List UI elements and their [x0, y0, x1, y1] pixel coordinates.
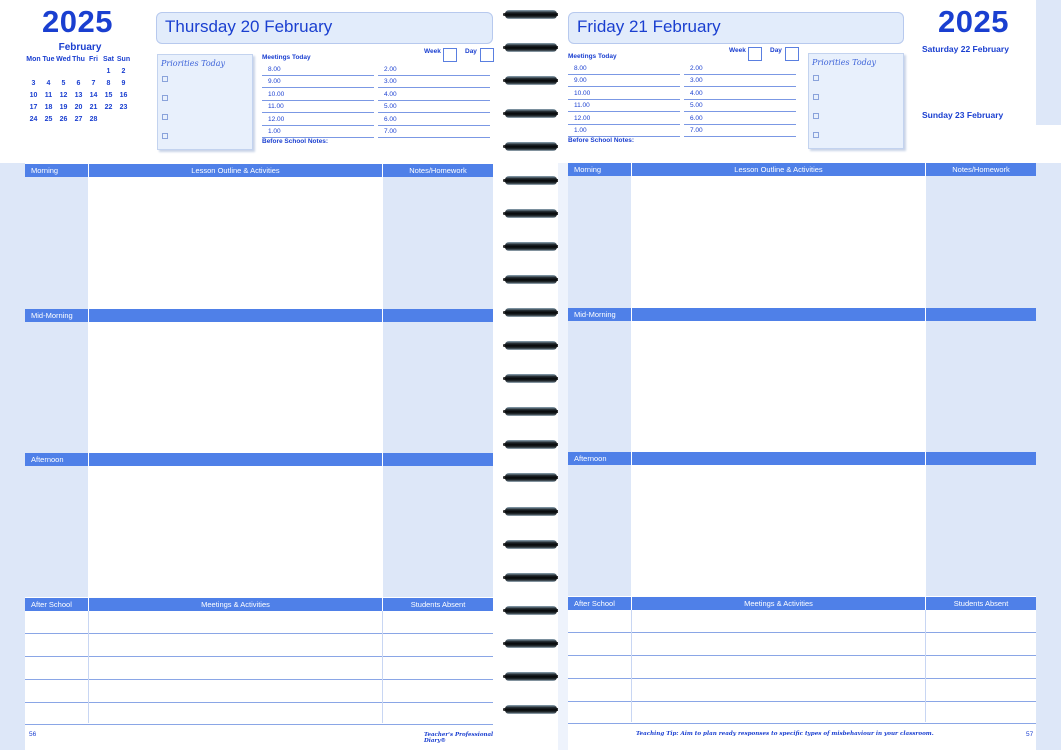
meeting-time-slot[interactable]: 6.00: [378, 114, 490, 126]
period-column: [25, 164, 88, 597]
afternoon-header: Afternoon: [568, 452, 631, 465]
spiral-ring: [503, 671, 559, 683]
calendar-day[interactable]: 7: [91, 80, 96, 87]
priority-checkbox[interactable]: [162, 114, 168, 120]
spiral-ring: [503, 108, 559, 120]
ruled-line: [568, 632, 1036, 633]
spiral-ring: [503, 539, 559, 551]
saturday-label: Saturday 22 February: [922, 44, 1009, 54]
mid-morning-header: Mid-Morning: [25, 309, 88, 322]
calendar-day[interactable]: 16: [119, 92, 128, 99]
column-divider: [88, 611, 89, 723]
week-label: Week: [424, 48, 441, 55]
meeting-time-slot[interactable]: 2.00: [378, 64, 490, 76]
spiral-ring: [503, 638, 559, 650]
calendar-grid: [26, 56, 134, 123]
meeting-time-slot[interactable]: 12.00: [568, 113, 680, 125]
sunday-label: Sunday 23 February: [922, 110, 1004, 120]
meeting-time-slot[interactable]: 8.00: [262, 64, 374, 76]
ruled-line: [25, 679, 493, 680]
spiral-ring: [503, 42, 559, 54]
spiral-ring: [503, 9, 559, 21]
calendar-day: [71, 68, 86, 75]
meeting-time-slot[interactable]: 1.00: [262, 126, 374, 138]
after-school-header: After School: [568, 597, 631, 610]
footer-rule: [25, 724, 493, 725]
calendar-day: [26, 68, 41, 75]
calendar-day[interactable]: 5: [61, 80, 66, 87]
spiral-ring: [503, 274, 559, 286]
calendar-day[interactable]: 3: [31, 80, 36, 87]
spiral-ring: [503, 75, 559, 87]
meeting-time-slot[interactable]: 2.00: [684, 63, 796, 75]
calendar-day: [116, 116, 131, 123]
spiral-ring: [503, 340, 559, 352]
spiral-ring: [503, 605, 559, 617]
spiral-ring: [503, 439, 559, 451]
calendar-day[interactable]: 1: [106, 68, 111, 75]
teaching-tip: Teaching Tip: Aim to plan ready responses to specific types of misbehaviour in your classroom.: [636, 731, 934, 737]
before-school-notes-label: Before School Notes:: [568, 137, 635, 144]
calendar-day[interactable]: 23: [119, 104, 128, 111]
spiral-ring: [503, 572, 559, 584]
calendar-day[interactable]: 12: [59, 92, 68, 99]
year-heading: 2025: [938, 4, 1009, 39]
meetings-title: Meetings Today: [262, 54, 311, 61]
date-title-box: [156, 12, 493, 44]
week-checkbox[interactable]: [748, 47, 762, 61]
date-title: Friday 21 February: [577, 17, 721, 36]
meeting-time-slot[interactable]: 6.00: [684, 113, 796, 125]
calendar-day: [56, 68, 71, 75]
priority-checkbox[interactable]: [162, 95, 168, 101]
week-checkbox[interactable]: [443, 48, 457, 62]
notes-column: [383, 164, 493, 597]
spiral-ring: [503, 241, 559, 253]
meetings-block: [262, 48, 494, 147]
priorities-note: [808, 53, 904, 149]
mid-morning-bar: [89, 309, 382, 322]
mini-calendar: [26, 42, 134, 123]
footer-rule: [568, 723, 1036, 724]
right-margin-strip-top: [1036, 0, 1061, 125]
meeting-time-slot[interactable]: 12.00: [262, 114, 374, 126]
column-divider: [631, 610, 632, 722]
calendar-day[interactable]: 13: [74, 92, 83, 99]
lesson-header: Lesson Outline & Activities: [89, 164, 382, 177]
spiral-ring: [503, 506, 559, 518]
calendar-day: [101, 116, 116, 123]
mid-morning-notes-bar: [926, 308, 1036, 321]
afternoon-notes-bar: [383, 453, 493, 466]
calendar-weekday: Tue: [42, 56, 55, 63]
calendar-day[interactable]: 27: [74, 116, 83, 123]
footer-brand: Teacher's Professional Diary®: [424, 732, 494, 744]
date-title-box: [568, 12, 904, 44]
calendar-day[interactable]: 4: [46, 80, 51, 87]
meeting-time-slot[interactable]: 9.00: [568, 75, 680, 87]
afternoon-bar: [632, 452, 925, 465]
calendar-day[interactable]: 6: [76, 80, 81, 87]
calendar-day[interactable]: 8: [106, 80, 111, 87]
calendar-day: [86, 68, 101, 75]
notes-header: Notes/Homework: [383, 164, 493, 177]
calendar-day[interactable]: 11: [44, 92, 53, 99]
calendar-day[interactable]: 19: [59, 104, 68, 111]
day-checkbox[interactable]: [785, 47, 799, 61]
spiral-ring: [503, 373, 559, 385]
calendar-weekday: Wed: [56, 56, 71, 63]
afternoon-notes-bar: [926, 452, 1036, 465]
students-absent-header: Students Absent: [383, 598, 493, 611]
calendar-month: February: [58, 42, 102, 53]
notes-header: Notes/Homework: [926, 163, 1036, 176]
meetings-activities-header: Meetings & Activities: [89, 598, 382, 611]
meetings-activities-header: Meetings & Activities: [632, 597, 925, 610]
meetings-title: Meetings Today: [568, 53, 617, 60]
left-page: [0, 0, 505, 750]
calendar-weekday: Sat: [103, 56, 114, 63]
ruled-line: [568, 678, 1036, 679]
morning-header: Morning: [568, 163, 631, 176]
meeting-time-slot[interactable]: 7.00: [684, 125, 796, 137]
spiral-ring: [503, 208, 559, 220]
calendar-day: [41, 68, 56, 75]
spiral-ring: [503, 704, 559, 716]
priority-checkbox[interactable]: [813, 94, 819, 100]
calendar-day[interactable]: 25: [44, 116, 53, 123]
year-heading: 2025: [42, 4, 113, 39]
right-margin-strip: [1036, 163, 1061, 750]
spiral-ring: [503, 406, 559, 418]
priority-checkbox[interactable]: [162, 133, 168, 139]
week-label: Week: [729, 47, 746, 54]
priorities-title: Priorities Today: [812, 58, 877, 67]
ruled-line: [25, 702, 493, 703]
calendar-weekday: Fri: [89, 56, 98, 63]
morning-header: Morning: [25, 164, 88, 177]
priority-checkbox[interactable]: [162, 76, 168, 82]
priority-checkbox[interactable]: [813, 132, 819, 138]
meeting-time-slot[interactable]: 4.00: [378, 89, 490, 101]
calendar-day[interactable]: 18: [44, 104, 53, 111]
calendar-day[interactable]: 26: [59, 116, 68, 123]
calendar-day[interactable]: 9: [121, 80, 126, 87]
column-divider: [382, 611, 383, 723]
notes-column: [926, 163, 1036, 596]
meetings-block: [568, 47, 800, 146]
calendar-day[interactable]: 2: [121, 68, 126, 75]
calendar-day[interactable]: 22: [104, 104, 113, 111]
meeting-time-slot[interactable]: 5.00: [684, 100, 796, 112]
priorities-note: [157, 54, 253, 150]
ruled-line: [568, 701, 1036, 702]
page-number: 56: [29, 731, 37, 738]
priorities-title: Priorities Today: [161, 59, 226, 68]
students-absent-header: Students Absent: [926, 597, 1036, 610]
meeting-time-slot[interactable]: 9.00: [262, 76, 374, 88]
ruled-line: [568, 655, 1036, 656]
calendar-weekday: Mon: [26, 56, 41, 63]
calendar-weekday: Sun: [116, 56, 131, 63]
mid-morning-bar: [632, 308, 925, 321]
calendar-day[interactable]: 10: [29, 92, 38, 99]
right-page: [558, 0, 1061, 750]
day-label: Day: [770, 47, 782, 54]
right-gutter-strip: [558, 163, 568, 750]
meeting-time-slot[interactable]: 10.00: [262, 89, 374, 101]
meeting-time-slot[interactable]: 4.00: [684, 88, 796, 100]
spiral-ring: [503, 175, 559, 187]
priority-checkbox[interactable]: [813, 113, 819, 119]
after-school-header: After School: [25, 598, 88, 611]
ruled-line: [25, 656, 493, 657]
period-column: [568, 163, 631, 596]
calendar-day[interactable]: 24: [29, 116, 38, 123]
meeting-time-slot[interactable]: 3.00: [684, 75, 796, 87]
calendar-day[interactable]: 20: [74, 104, 83, 111]
meeting-time-slot[interactable]: 5.00: [378, 101, 490, 113]
calendar-day[interactable]: 21: [89, 104, 98, 111]
priority-checkbox[interactable]: [813, 75, 819, 81]
day-label: Day: [465, 48, 477, 55]
meeting-time-slot[interactable]: 11.00: [262, 101, 374, 113]
column-divider: [925, 610, 926, 722]
calendar-day[interactable]: 14: [89, 92, 98, 99]
meeting-time-slot[interactable]: 7.00: [378, 126, 490, 138]
meeting-time-slot[interactable]: 11.00: [568, 100, 680, 112]
meeting-time-slot[interactable]: 10.00: [568, 88, 680, 100]
calendar-day[interactable]: 28: [89, 116, 98, 123]
afternoon-header: Afternoon: [25, 453, 88, 466]
day-checkbox[interactable]: [480, 48, 494, 62]
meeting-time-slot[interactable]: 3.00: [378, 76, 490, 88]
calendar-weekday: Thu: [72, 56, 85, 63]
meeting-time-slot[interactable]: 1.00: [568, 125, 680, 137]
afternoon-bar: [89, 453, 382, 466]
meeting-time-slot[interactable]: 8.00: [568, 63, 680, 75]
left-strip-top-gap: [0, 0, 25, 163]
calendar-day[interactable]: 17: [29, 104, 38, 111]
page-number: 57: [1026, 731, 1034, 738]
date-title: Thursday 20 February: [165, 17, 333, 36]
lesson-header: Lesson Outline & Activities: [632, 163, 925, 176]
ruled-line: [25, 633, 493, 634]
spiral-ring: [503, 472, 559, 484]
calendar-day[interactable]: 15: [104, 92, 113, 99]
mid-morning-notes-bar: [383, 309, 493, 322]
before-school-notes-label: Before School Notes:: [262, 138, 329, 145]
spiral-ring: [503, 141, 559, 153]
mid-morning-header: Mid-Morning: [568, 308, 631, 321]
spiral-ring: [503, 307, 559, 319]
